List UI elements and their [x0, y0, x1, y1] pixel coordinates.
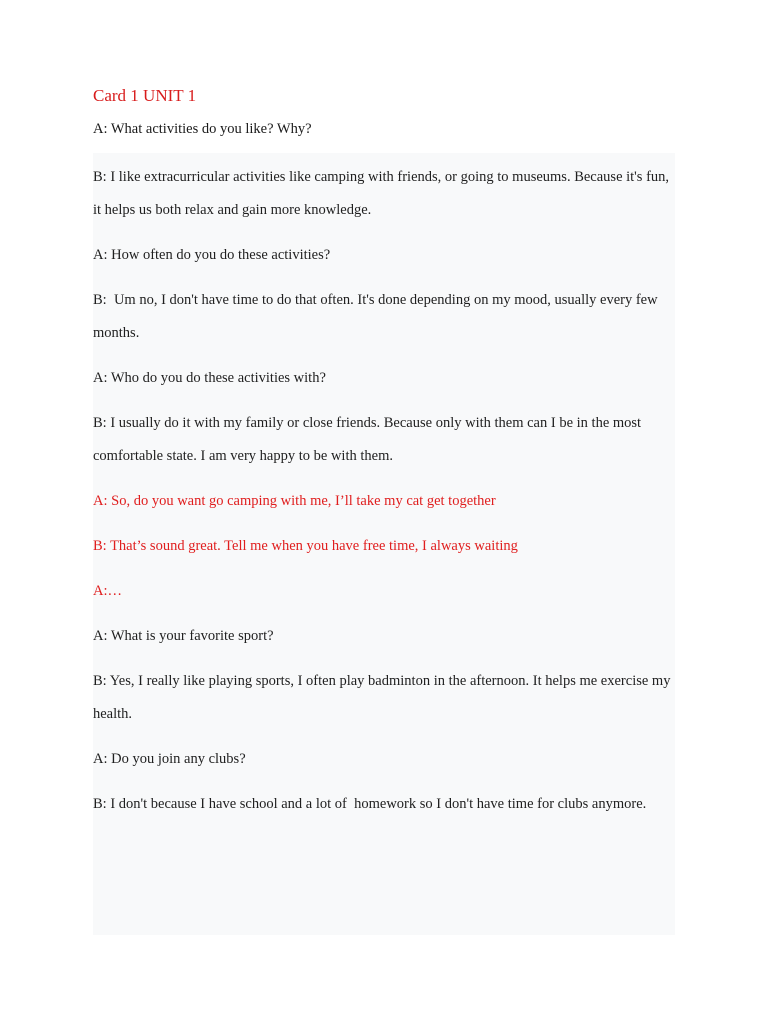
dialogue-line: B: I usually do it with my family or close friends. Because only with them can I be in the most comfortable state. I am very happy to be with them. [93, 415, 645, 464]
page-title: Card 1 UNIT 1 [93, 86, 197, 105]
dialogue-line-highlight: B: That’s sound great. Tell me when you have free time, I always waiting [93, 538, 518, 554]
dialogue-line-highlight: A:… [93, 583, 122, 599]
dialogue-line: B: I don't because I have school and a lot of homework so I don't have time for clubs anymore. [93, 796, 647, 812]
dialogue-line-question-1: A: What activities do you like? Why? [93, 121, 312, 137]
dialogue-line: B: Um no, I don't have time to do that often. It's done depending on my mood, usually every few months. [93, 292, 662, 341]
dialogue-line: A: Do you join any clubs? [93, 751, 246, 767]
dialogue-line: A: How often do you do these activities? [93, 247, 331, 263]
dialogue-line: A: Who do you do these activities with? [93, 370, 326, 386]
dialogue-line: A: What is your favorite sport? [93, 628, 274, 644]
dialogue-line: B: I like extracurricular activities like camping with friends, or going to museums. Because it's fun, it helps us both relax and gain more knowledge. [93, 169, 673, 218]
dialogue-line: B: Yes, I really like playing sports, I often play badminton in the afternoon. It helps me exercise my health. [93, 673, 675, 722]
dialogue-line-highlight: A: So, do you want go camping with me, I’ll take my cat get together [93, 493, 496, 509]
